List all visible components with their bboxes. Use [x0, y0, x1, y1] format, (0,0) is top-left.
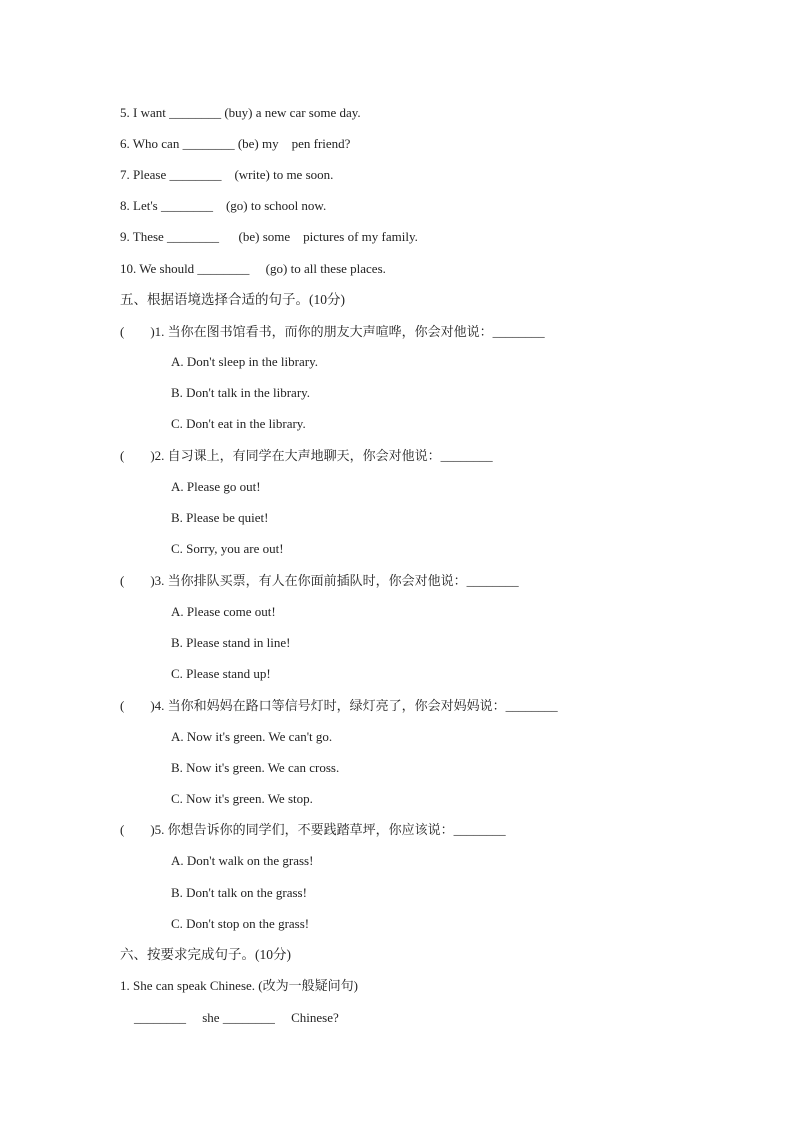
option-c: C. Don't eat in the library. — [171, 416, 306, 431]
option-c: C. Please stand up! — [171, 666, 271, 681]
option-a: A. Now it's green. We can't go. — [171, 729, 333, 744]
option-b: B. Don't talk on the grass! — [171, 885, 307, 900]
question-stem: ( )4. 当你和妈妈在路口等信号灯时，绿灯亮了，你会对妈妈说：________ — [120, 698, 558, 713]
section5-heading: 五、根据语境选择合适的句子。(10分) — [120, 292, 345, 307]
question-stem: ( )3. 当你排队买票，有人在你面前插队时，你会对他说：________ — [120, 573, 519, 588]
fill-item-5: 5. I want ________ (buy) a new car some day. — [120, 105, 361, 120]
question-stem: ( )5. 你想告诉你的同学们，不要践踏草坪，你应该说：________ — [120, 822, 506, 837]
option-a: A. Please go out! — [171, 479, 261, 494]
fill-item-10: 10. We should ________ (go) to all these places. — [120, 261, 386, 276]
rewrite-question-1: 1. She can speak Chinese. (改为一般疑问句) — [120, 978, 358, 993]
option-b: B. Don't talk in the library. — [171, 385, 311, 400]
question-stem: ( )2. 自习课上，有同学在大声地聊天，你会对他说：________ — [120, 448, 493, 463]
option-a: A. Don't walk on the grass! — [171, 853, 314, 868]
fill-item-7: 7. Please ________ (write) to me soon. — [120, 167, 334, 182]
option-a: A. Don't sleep in the library. — [171, 354, 318, 369]
option-c: C. Don't stop on the grass! — [171, 916, 310, 931]
rewrite-answer-1: ________ she ________ Chinese? — [134, 1010, 339, 1025]
section6-heading: 六、按要求完成句子。(10分) — [120, 947, 291, 962]
option-b: B. Please stand in line! — [171, 635, 291, 650]
question-stem: ( )1. 当你在图书馆看书，而你的朋友大声喧哗，你会对他说：________ — [120, 324, 545, 339]
option-c: C. Now it's green. We stop. — [171, 791, 313, 806]
option-b: B. Please be quiet! — [171, 510, 269, 525]
option-b: B. Now it's green. We can cross. — [171, 760, 340, 775]
option-c: C. Sorry, you are out! — [171, 541, 284, 556]
fill-item-8: 8. Let's ________ (go) to school now. — [120, 198, 327, 213]
fill-item-9: 9. These ________ (be) some pictures of my family. — [120, 229, 418, 244]
option-a: A. Please come out! — [171, 604, 276, 619]
fill-item-6: 6. Who can ________ (be) my pen friend? — [120, 136, 351, 151]
